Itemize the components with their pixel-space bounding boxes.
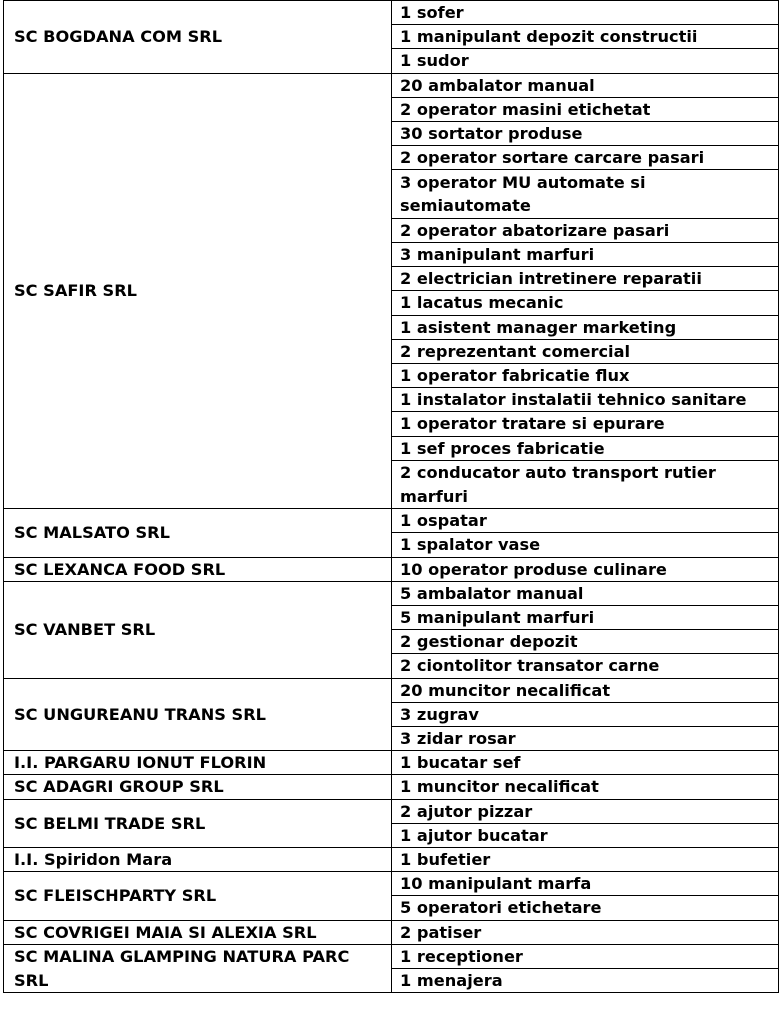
job-position-cell: 1 operator tratare si epurare bbox=[392, 412, 779, 436]
job-position-cell: 1 sudor bbox=[392, 49, 779, 73]
job-position-cell: 1 bufetier bbox=[392, 848, 779, 872]
job-position-cell: 5 manipulant marfuri bbox=[392, 606, 779, 630]
job-position-cell: 2 operator abatorizare pasari bbox=[392, 218, 779, 242]
job-position-cell: 3 manipulant marfuri bbox=[392, 243, 779, 267]
company-name-cell: SC BELMI TRADE SRL bbox=[4, 799, 392, 847]
company-name-cell: SC FLEISCHPARTY SRL bbox=[4, 872, 392, 920]
job-vacancies-table bbox=[3, 0, 779, 993]
company-name-cell: SC COVRIGEI MAIA SI ALEXIA SRL bbox=[4, 920, 392, 944]
job-position-cell: 1 sofer bbox=[392, 1, 779, 25]
company-name-cell: SC MALSATO SRL bbox=[4, 509, 392, 557]
job-position-cell: 2 conducator auto transport rutier marfuri bbox=[392, 460, 779, 508]
job-position-cell: 1 asistent manager marketing bbox=[392, 315, 779, 339]
job-position-cell: 1 menajera bbox=[392, 969, 779, 993]
job-position-cell: 1 operator fabricatie flux bbox=[392, 364, 779, 388]
table-row bbox=[4, 799, 779, 823]
table-row bbox=[4, 848, 779, 872]
table-row bbox=[4, 872, 779, 896]
job-position-cell: 5 operatori etichetare bbox=[392, 896, 779, 920]
job-position-cell: 20 muncitor necalificat bbox=[392, 678, 779, 702]
table-row bbox=[4, 581, 779, 605]
company-name-cell: SC ADAGRI GROUP SRL bbox=[4, 775, 392, 799]
company-name-cell: SC BOGDANA COM SRL bbox=[4, 1, 392, 74]
job-position-cell: 10 manipulant marfa bbox=[392, 872, 779, 896]
job-position-cell: 10 operator produse culinare bbox=[392, 557, 779, 581]
table-row bbox=[4, 557, 779, 581]
job-position-cell: 5 ambalator manual bbox=[392, 581, 779, 605]
company-name-cell: I.I. Spiridon Mara bbox=[4, 848, 392, 872]
job-position-cell: 1 spalator vase bbox=[392, 533, 779, 557]
table-row bbox=[4, 1, 779, 25]
table-row bbox=[4, 920, 779, 944]
job-position-cell: 2 ciontolitor transator carne bbox=[392, 654, 779, 678]
job-position-cell: 1 lacatus mecanic bbox=[392, 291, 779, 315]
table-row bbox=[4, 775, 779, 799]
company-name-cell: SC LEXANCA FOOD SRL bbox=[4, 557, 392, 581]
job-position-cell: 1 instalator instalatii tehnico sanitare bbox=[392, 388, 779, 412]
table-row bbox=[4, 751, 779, 775]
table-row bbox=[4, 509, 779, 533]
job-position-cell: 1 ajutor bucatar bbox=[392, 823, 779, 847]
company-name-cell: SC MALINA GLAMPING NATURA PARC SRL bbox=[4, 944, 392, 992]
job-position-cell: 1 sef proces fabricatie bbox=[392, 436, 779, 460]
job-position-cell: 2 ajutor pizzar bbox=[392, 799, 779, 823]
job-position-cell: 2 gestionar depozit bbox=[392, 630, 779, 654]
company-name-cell: I.I. PARGARU IONUT FLORIN bbox=[4, 751, 392, 775]
job-position-cell: 2 reprezentant comercial bbox=[392, 339, 779, 363]
job-position-cell: 2 operator masini etichetat bbox=[392, 97, 779, 121]
table-row bbox=[4, 944, 779, 968]
job-position-cell: 1 manipulant depozit constructii bbox=[392, 25, 779, 49]
job-position-cell: 3 operator MU automate si semiautomate bbox=[392, 170, 779, 218]
job-position-cell: 1 bucatar sef bbox=[392, 751, 779, 775]
job-position-cell: 3 zidar rosar bbox=[392, 727, 779, 751]
table-row bbox=[4, 678, 779, 702]
company-name-cell: SC UNGUREANU TRANS SRL bbox=[4, 678, 392, 751]
company-name-cell: SC VANBET SRL bbox=[4, 581, 392, 678]
job-position-cell: 2 operator sortare carcare pasari bbox=[392, 146, 779, 170]
company-name-cell: SC SAFIR SRL bbox=[4, 73, 392, 509]
table-row bbox=[4, 73, 779, 97]
job-position-cell: 20 ambalator manual bbox=[392, 73, 779, 97]
job-position-cell: 2 electrician intretinere reparatii bbox=[392, 267, 779, 291]
job-position-cell: 30 sortator produse bbox=[392, 122, 779, 146]
job-position-cell: 1 muncitor necalificat bbox=[392, 775, 779, 799]
table-body bbox=[4, 1, 779, 993]
job-position-cell: 1 ospatar bbox=[392, 509, 779, 533]
job-position-cell: 3 zugrav bbox=[392, 702, 779, 726]
job-position-cell: 2 patiser bbox=[392, 920, 779, 944]
job-position-cell: 1 receptioner bbox=[392, 944, 779, 968]
